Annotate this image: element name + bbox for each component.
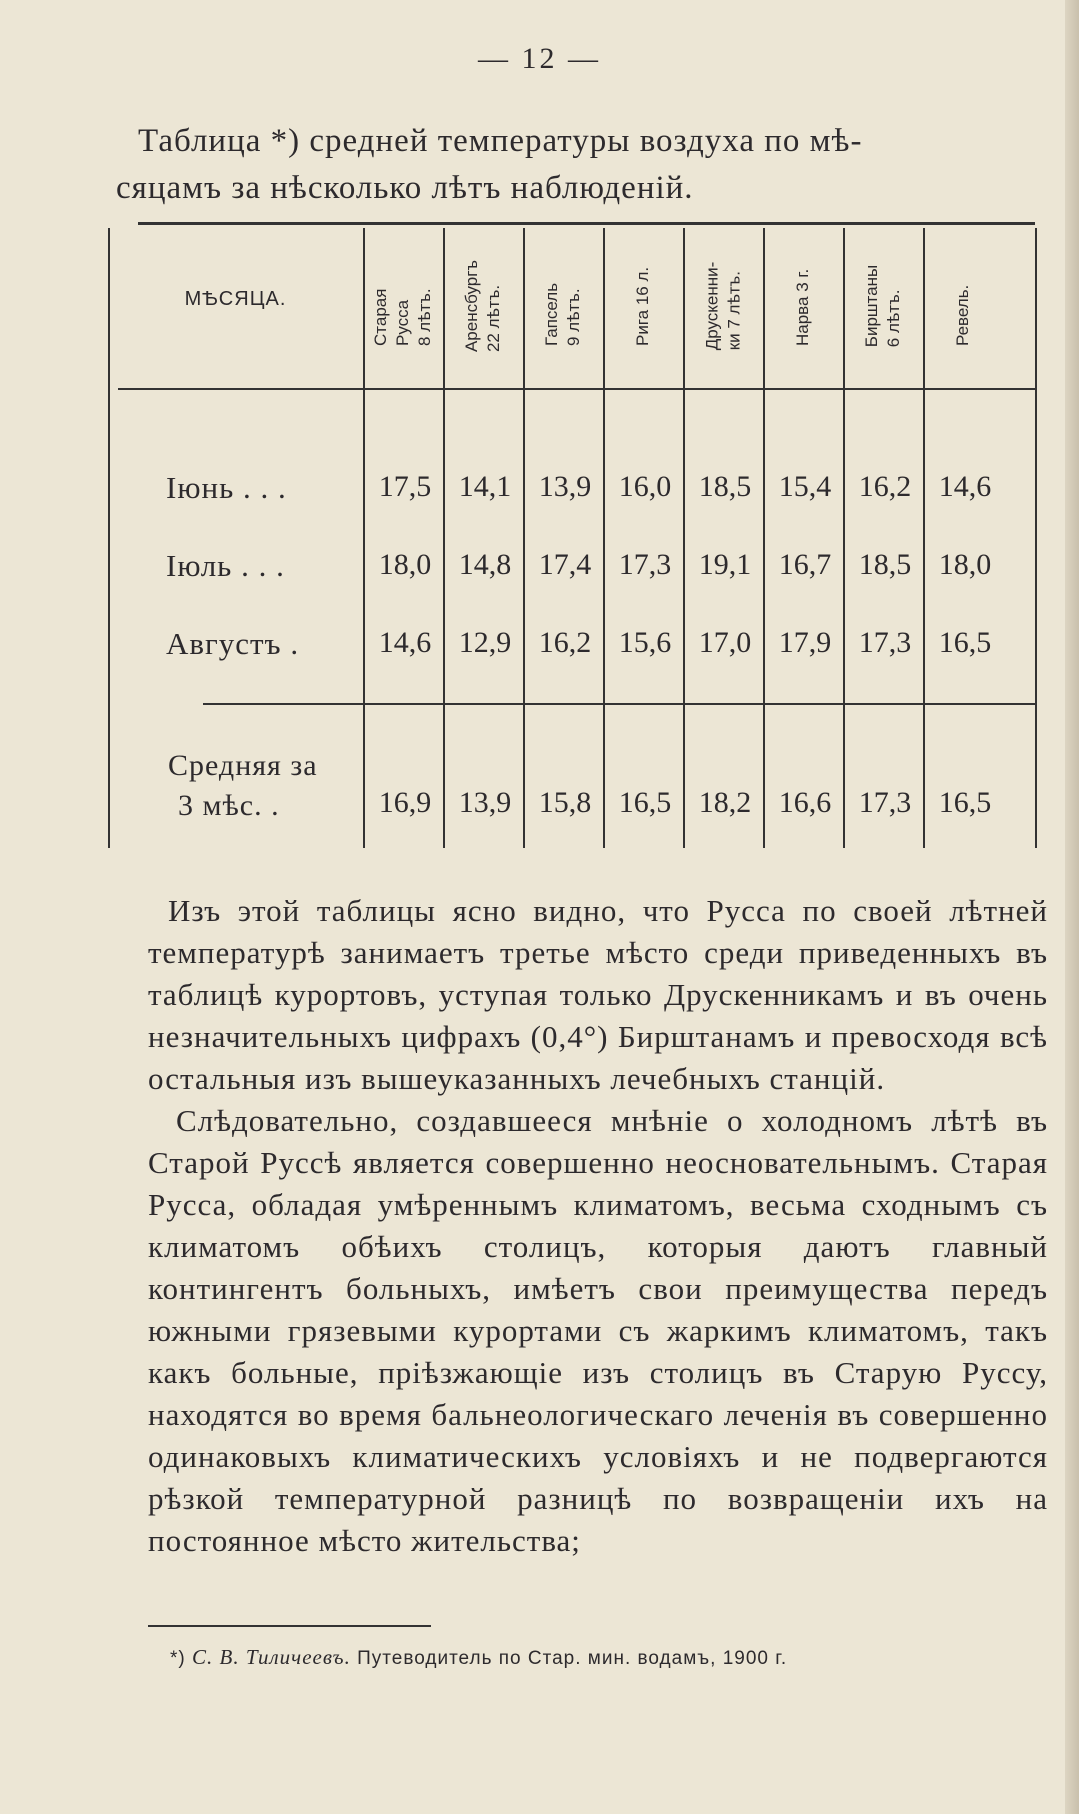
- table-cell: 16,0: [618, 470, 672, 503]
- table-cell: 15,8: [538, 786, 592, 819]
- title-line-1: Таблица *) средней температуры воздуха по мѣ-: [138, 123, 863, 159]
- footnote-author: С. В. Тиличеевъ.: [192, 1645, 351, 1669]
- table-cell: 16,6: [778, 786, 832, 819]
- table-cell: 18,2: [698, 786, 752, 819]
- table-cell: 17,5: [378, 470, 432, 503]
- average-label-line-1: Средняя за: [168, 749, 318, 782]
- header-rule: [118, 388, 1035, 390]
- column-header-narva: Нарва 3 г.: [793, 268, 812, 346]
- table-cell: 14,1: [458, 470, 512, 503]
- page-number: — 12 —: [478, 42, 601, 75]
- table-cell: 18,0: [938, 548, 992, 581]
- title-line-2: сяцамъ за нѣсколько лѣтъ наблюденій.: [116, 170, 694, 206]
- table-cell: 16,5: [938, 626, 992, 659]
- column-divider: [443, 228, 445, 848]
- column-divider: [843, 228, 845, 848]
- table-cell: 17,4: [538, 548, 592, 581]
- table-top-rule: [138, 222, 1035, 225]
- column-divider: [523, 228, 525, 848]
- table-cell: 17,3: [858, 626, 912, 659]
- column-header-hapsal: Гапсель 9 лѣтъ.: [542, 282, 583, 346]
- column-header-staraya-russa: Старая Русса 8 лѣтъ.: [371, 288, 434, 346]
- footnote-rule: [148, 1625, 431, 1627]
- row-label-august: Августъ .: [166, 626, 300, 661]
- row-label-june: Іюнь . . .: [166, 470, 287, 505]
- table-cell: 13,9: [538, 470, 592, 503]
- table-cell: 16,5: [618, 786, 672, 819]
- table-cell: 14,8: [458, 548, 512, 581]
- column-divider: [603, 228, 605, 848]
- table-cell: 15,4: [778, 470, 832, 503]
- page-edge: [1065, 0, 1079, 1814]
- column-divider: [763, 228, 765, 848]
- column-header-arensburg: Аренсбургъ 22 лѣтъ.: [462, 259, 503, 353]
- column-divider: [683, 228, 685, 848]
- table-cell: 17,3: [618, 548, 672, 581]
- column-header-revel: Ревель.: [953, 284, 972, 346]
- table-cell: 19,1: [698, 548, 752, 581]
- table-cell: 12,9: [458, 626, 512, 659]
- column-header-birshtany: Бирштаны 6 лѣтъ.: [862, 264, 903, 348]
- paragraph-2: Слѣдовательно, создавшееся мнѣніе о холодномъ лѣтѣ въ Старой Руссѣ является совершенно неосновательнымъ. Старая Русса, обладая умѣреннымъ климатомъ, весьма сходнымъ съ климатомъ обѣихъ столицъ, которыя даютъ главный контингентъ больныхъ, имѣетъ свои преимущества передъ южными грязевыми курортами съ жаркимъ климатомъ, такъ какъ больные, пріѣзжающіе изъ столицъ въ Старую Руссу, находятся во время бальнеологическаго леченія въ совершенно одинаковыхъ климатическихъ условіяхъ и не подвергаются рѣзкой температурной разницѣ по возвращеніи ихъ на постоянное мѣсто жительства;: [148, 1103, 1048, 1558]
- table-cell: 18,5: [858, 548, 912, 581]
- footnote: [170, 1645, 1030, 1670]
- table-cell: 13,9: [458, 786, 512, 819]
- table-cell: 17,0: [698, 626, 752, 659]
- average-rule: [203, 703, 1035, 705]
- table-left-border: [108, 228, 110, 848]
- column-divider: [923, 228, 925, 848]
- table-cell: 16,9: [378, 786, 432, 819]
- column-header-druskeniki: Друскенни- ки 7 лѣтъ.: [702, 261, 744, 351]
- table-cell: 14,6: [938, 470, 992, 503]
- temperature-table: [108, 228, 1038, 858]
- column-header-riga: Рига 16 л.: [633, 266, 652, 346]
- table-cell: 17,3: [858, 786, 912, 819]
- table-cell: 15,6: [618, 626, 672, 659]
- table-cell: 18,5: [698, 470, 752, 503]
- paragraph-1: Изъ этой таблицы ясно видно, что Русса по своей лѣтней температурѣ занимаетъ третье мѣсто среди приведенныхъ въ таблицѣ курортовъ, уступая только Друскенникамъ и въ очень незначительныхъ цифрахъ (0,4°) Бирштанамъ и превосходя всѣ остальныя изъ вышеуказанныхъ лечебныхъ станцій.: [148, 893, 1048, 1096]
- body-text: [148, 890, 1048, 1562]
- table-cell: 16,5: [938, 786, 992, 819]
- table-right-border: [1035, 228, 1037, 848]
- month-column-header: МѢСЯЦА.: [184, 288, 287, 310]
- table-cell: 16,2: [858, 470, 912, 503]
- row-label-july: Іюль . . .: [166, 548, 285, 583]
- footnote-marker: *): [170, 1648, 186, 1669]
- table-cell: 16,7: [778, 548, 832, 581]
- table-cell: 14,6: [378, 626, 432, 659]
- table-title: [116, 118, 1038, 212]
- table-cell: 16,2: [538, 626, 592, 659]
- table-cell: 18,0: [378, 548, 432, 581]
- average-label-line-2: 3 мѣс. .: [178, 789, 280, 822]
- row-label-average: [168, 746, 318, 826]
- column-divider: [363, 228, 365, 848]
- footnote-text: Путеводитель по Стар. мин. водамъ, 1900 г.: [357, 1648, 788, 1669]
- table-cell: 17,9: [778, 626, 832, 659]
